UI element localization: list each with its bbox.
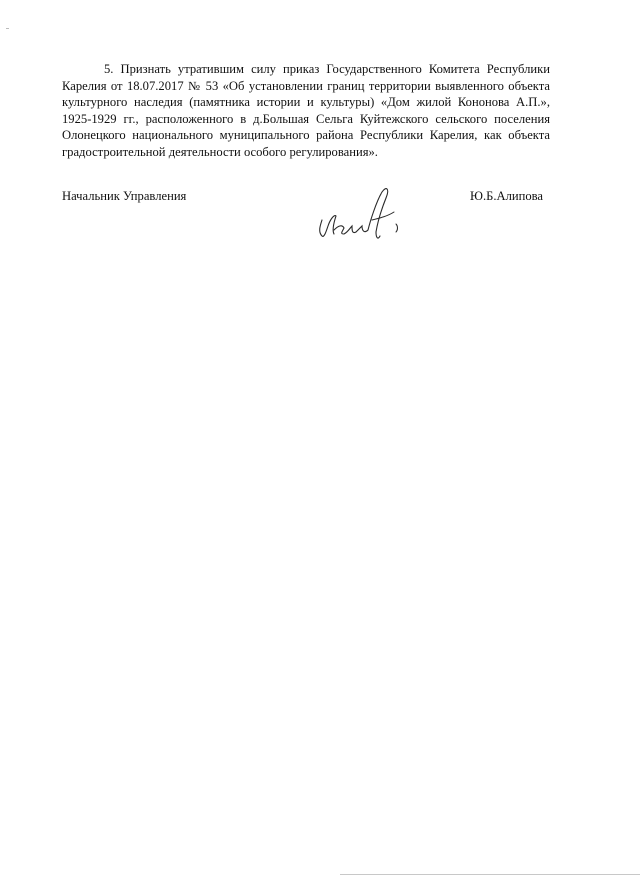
order-paragraph: 5. Признать утратившим силу приказ Государственного Комитета Республики Карелия от 18.07.2017 № 53 «Об установлении границ территории выявленного объекта культурного наследия (памятника истории и культуры) «Дом жилой Кононова А.П.», 1925-1929 гг., расположенного в д.Большая Сельга Куйтежского сельского поселения Олонецкого национального муниципального района Республики Карелия, как объекта градостроительной деятельности особого регулирования». [62,62,550,159]
signer-title: Начальник Управления [62,189,187,203]
signer-name: Ю.Б.Алипова [470,189,543,203]
scan-mark [6,28,9,29]
scan-edge-line [340,874,640,875]
handwritten-signature [310,182,410,252]
